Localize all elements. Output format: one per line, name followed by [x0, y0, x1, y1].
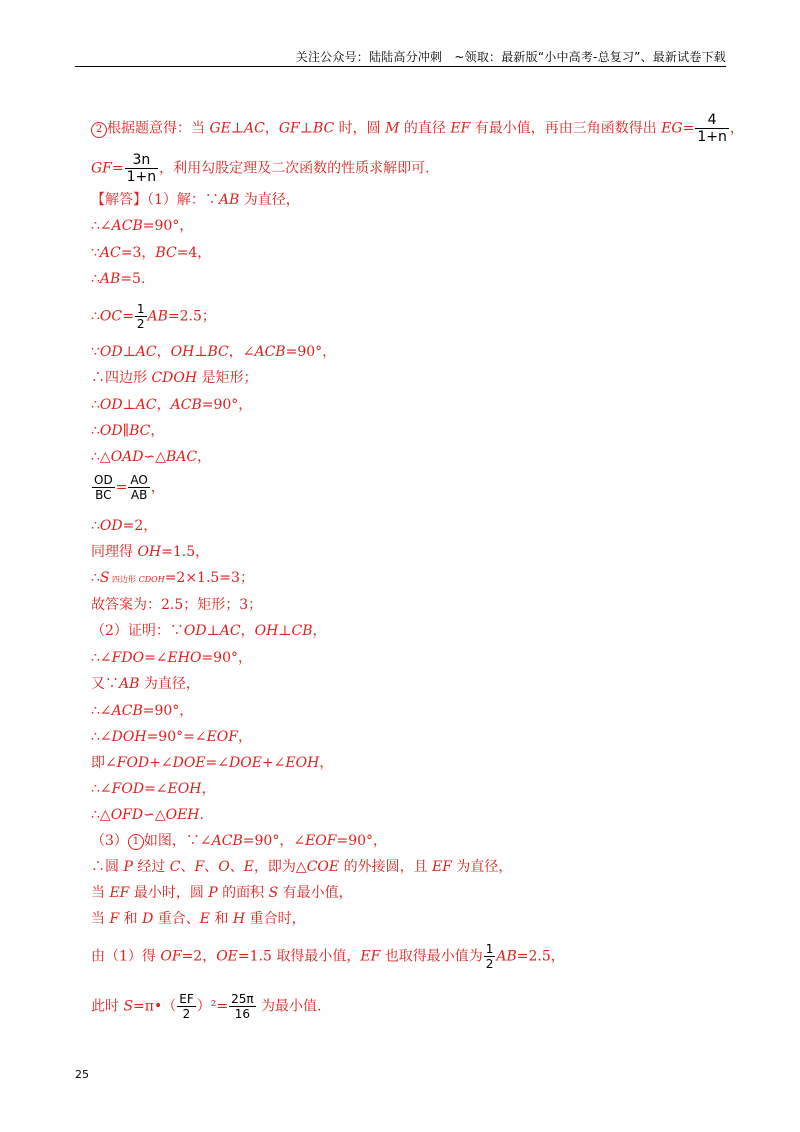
line-31: 此时 S=π•（ $\frac{EF}{2}$ ）²= $\frac{25\pi}{16}$ 为最小值. — [91, 992, 322, 1021]
fraction-25pi-16: $\frac{25\pi}{16}$ — [231, 992, 254, 1021]
fraction-ef-2: $\frac{EF}{2}$ — [179, 992, 194, 1021]
line-14: ∴OD=2， — [91, 518, 158, 534]
line-16: ∴S 四边形 CDOH=2×1.5=3； — [91, 570, 254, 586]
header-text: 关注公众号：陆陆高分冲刺 ~领取：最新版“小中高考-总复习”、最新试卷下载 — [295, 50, 726, 64]
line-1: 2 根据题意得：当 GE⊥AC，GF⊥BC 时，圆 M 的直径 EF 有最小值，再由三角函数得出 EG= $\frac{4}{1+n}$ ， — [91, 112, 744, 145]
line-13: $\frac{OD}{BC}$ = $\frac{AO}{AB}$ ， — [94, 473, 165, 502]
line-8: ∵OD⊥AC，OH⊥BC，∠ACB=90°， — [91, 344, 337, 360]
line-22: ∴∠DOH=90°=∠EOF， — [91, 729, 252, 745]
page-header — [75, 44, 726, 67]
line-26: （3） 1 如图，∵∠ACB=90°，∠EOF=90°， — [91, 833, 388, 849]
fraction-gf: $\frac{3n}{1+n}$ — [126, 152, 157, 185]
line-27: ∴圆 P 经过 C、F、O、E，即为△COE 的外接圆，且 EF 为直径， — [91, 859, 513, 875]
line-11: ∴OD∥BC， — [91, 423, 165, 439]
fraction-half-1: $\frac{1}{2}$ — [136, 302, 145, 331]
line-7: ∴OC= $\frac{1}{2}$ AB=2.5； — [91, 302, 216, 331]
line-24: ∴∠FOD=∠EOH， — [91, 781, 216, 797]
fraction-eg: $\frac{4}{1+n}$ — [697, 112, 727, 145]
line-6: ∴AB=5. — [91, 271, 146, 287]
line-28: 当 EF 最小时，圆 P 的面积 S 有最小值， — [91, 885, 353, 901]
line-18: （2）证明：∵OD⊥AC，OH⊥CB， — [91, 623, 327, 639]
line-19: ∴∠FDO=∠EHO=90°， — [91, 650, 252, 666]
fraction-half-2: $\frac{1}{2}$ — [485, 942, 494, 971]
line-20: 又∵AB 为直径， — [91, 676, 200, 692]
fraction-ao-ab: $\frac{AO}{AB}$ — [130, 473, 148, 502]
line-30: 由（1）得 OF=2，OE=1.5 取得最小值，EF 也取得最小值为 $\frac{1}{2}$ AB=2.5， — [91, 942, 565, 971]
line-21: ∴∠ACB=90°， — [91, 703, 194, 719]
line-2: GF= $\frac{3n}{1+n}$ ，利用勾股定理及二次函数的性质求解即可. — [91, 152, 430, 185]
page-number: 25 — [75, 1068, 89, 1081]
line-25: ∴△OFD∽△OEH. — [91, 807, 204, 823]
line-17: 故答案为：2.5；矩形；3； — [91, 597, 263, 613]
line-4: ∴∠ACB=90°， — [91, 218, 194, 234]
line-5: ∵AC=3，BC=4， — [91, 245, 212, 261]
line-3: 【解答】（1）解：∵AB 为直径， — [91, 192, 300, 208]
line-29: 当 F 和 D 重合、E 和 H 重合时， — [91, 911, 306, 927]
line-23: 即∠FOD+∠DOE=∠DOE+∠EOH， — [91, 755, 334, 771]
line-10: ∴OD⊥AC，ACB=90°， — [91, 397, 253, 413]
fraction-od-bc: $\frac{OD}{BC}$ — [94, 473, 113, 502]
line-9: ∴四边形 CDOH 是矩形； — [91, 370, 258, 386]
line-12: ∴△OAD∽△BAC， — [91, 449, 212, 465]
line-15: 同理得 OH=1.5， — [91, 544, 210, 560]
